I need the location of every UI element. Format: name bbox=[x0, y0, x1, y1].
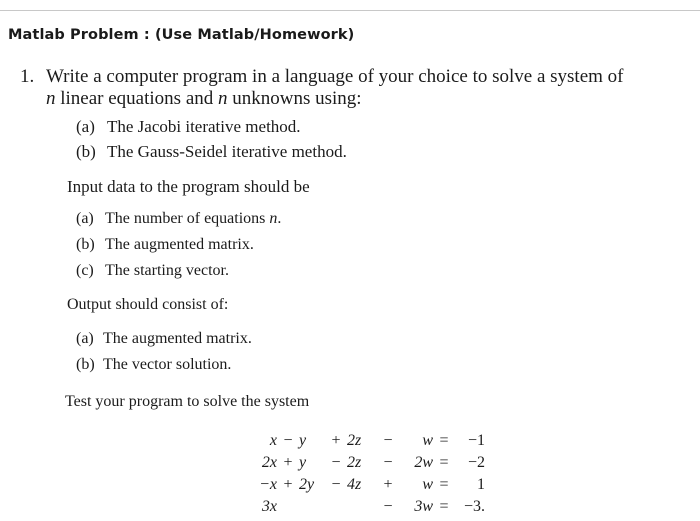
term-z: 2z bbox=[347, 454, 362, 471]
output-intro: Output should consist of: bbox=[67, 296, 229, 313]
operator bbox=[277, 496, 299, 518]
operator: − bbox=[383, 454, 393, 471]
input-intro: Input data to the program should be bbox=[67, 177, 310, 196]
equation-row bbox=[247, 496, 485, 518]
problem-line-2 bbox=[46, 88, 362, 110]
term-x: −x bbox=[259, 476, 277, 493]
rhs-value: 1 bbox=[477, 476, 485, 493]
input-item-text: The number of equations bbox=[105, 210, 266, 227]
variable-n: n bbox=[218, 88, 228, 109]
method-gauss-seidel: The Gauss-Seidel iterative method. bbox=[107, 142, 347, 161]
top-divider bbox=[0, 10, 700, 11]
operator: − bbox=[331, 476, 341, 493]
list-marker: (a) bbox=[76, 210, 94, 227]
operator: + bbox=[283, 454, 293, 471]
list-marker: (a) bbox=[76, 330, 94, 347]
problem-heading: Matlab Problem : (Use Matlab/Homework) bbox=[8, 27, 355, 43]
list-marker: (c) bbox=[76, 262, 94, 279]
term-y: 2y bbox=[299, 476, 315, 493]
equation-row bbox=[247, 430, 485, 452]
term-x: x bbox=[269, 432, 277, 449]
list-marker: (a) bbox=[76, 117, 95, 136]
list-marker: (b) bbox=[76, 236, 95, 253]
problem-line-1: Write a computer program in a language of your choice to solve a system of bbox=[46, 66, 624, 87]
rhs-value: −3. bbox=[463, 498, 485, 515]
equation-row bbox=[247, 452, 485, 474]
term-w: w bbox=[422, 432, 433, 449]
term-z: 4z bbox=[347, 476, 362, 493]
problem-number: 1. bbox=[20, 66, 35, 87]
equals-sign: = bbox=[439, 498, 449, 515]
variable-n: n bbox=[269, 210, 278, 227]
equals-sign: = bbox=[439, 432, 449, 449]
term-x: 2x bbox=[261, 454, 277, 471]
operator bbox=[325, 496, 347, 518]
output-item-augmented-matrix: The augmented matrix. bbox=[103, 330, 252, 347]
term-y: y bbox=[299, 454, 307, 471]
period: . bbox=[277, 210, 282, 227]
output-item-vector-solution: The vector solution. bbox=[103, 356, 232, 373]
equation-row bbox=[247, 474, 485, 496]
operator: − bbox=[331, 454, 341, 471]
operator: + bbox=[383, 476, 393, 493]
operator: − bbox=[383, 432, 393, 449]
term-y: y bbox=[299, 432, 307, 449]
operator: + bbox=[331, 432, 341, 449]
list-marker: (b) bbox=[76, 356, 95, 373]
operator: − bbox=[283, 432, 293, 449]
operator: − bbox=[383, 498, 393, 515]
variable-n: n bbox=[46, 88, 56, 109]
rhs-value: −2 bbox=[467, 454, 485, 471]
input-item-augmented-matrix: The augmented matrix. bbox=[105, 236, 254, 253]
term-x: 3x bbox=[261, 498, 277, 515]
operator: + bbox=[283, 476, 293, 493]
term-z: 2z bbox=[347, 432, 362, 449]
input-item-starting-vector: The starting vector. bbox=[105, 262, 229, 279]
input-item-number-of-equations bbox=[105, 210, 281, 228]
term-w: 3w bbox=[414, 498, 433, 515]
linear-system bbox=[247, 430, 485, 518]
term-w: 2w bbox=[414, 454, 433, 471]
problem-line-2-end: unknowns using: bbox=[232, 88, 362, 109]
test-intro: Test your program to solve the system bbox=[65, 393, 310, 410]
equals-sign: = bbox=[439, 476, 449, 493]
list-marker: (b) bbox=[76, 142, 96, 161]
problem-line-2-mid: linear equations and bbox=[60, 88, 214, 109]
term-w: w bbox=[422, 476, 433, 493]
method-jacobi: The Jacobi iterative method. bbox=[107, 117, 301, 136]
rhs-value: −1 bbox=[467, 432, 485, 449]
equals-sign: = bbox=[439, 454, 449, 471]
